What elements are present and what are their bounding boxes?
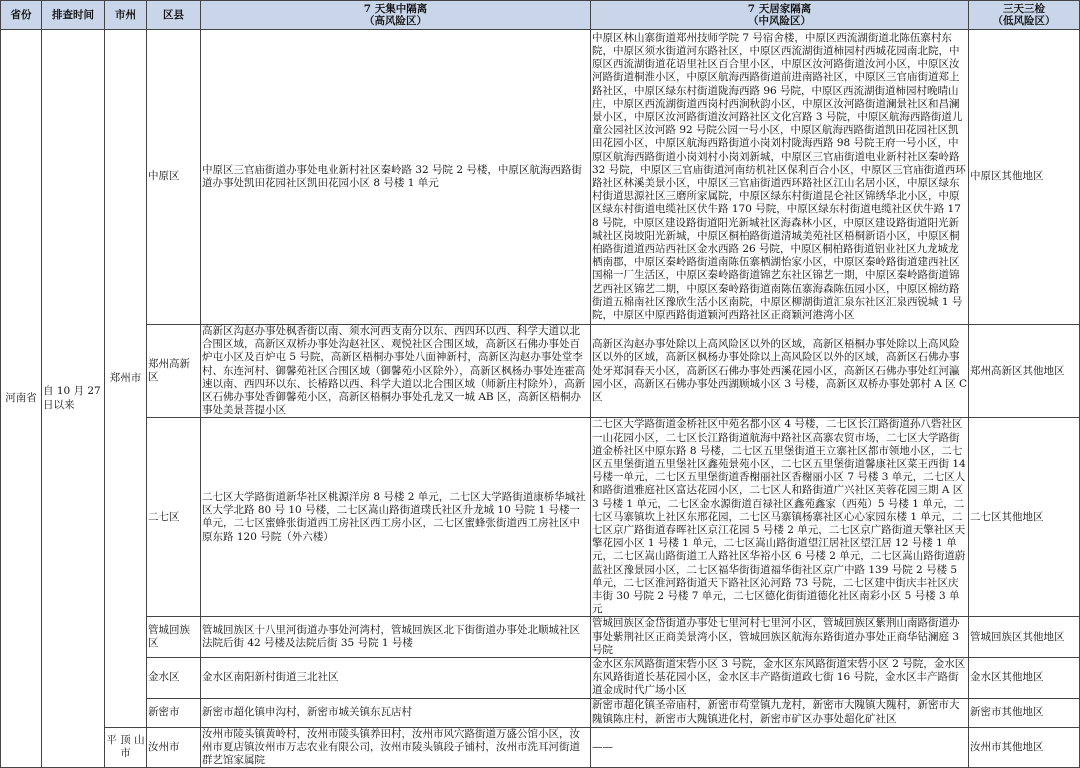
low-risk-cell: 中原区其他地区 [969,30,1080,325]
district-cell: 中原区 [147,30,201,325]
low-risk-cell: 汝州市其他地区 [969,727,1080,768]
city-cell-zhengzhou: 郑州市 [105,30,147,728]
district-cell: 管城回族区 [147,617,201,658]
high-risk-cell: 新密市超化镇申沟村，新密市城关镇东瓦店村 [201,698,591,727]
mid-risk-cell: 高新区沟赵办事处除以上高风险区以外的区域，高新区梧桐办事处除以上高风险区以外的区域，高新区枫杨办事处除以上高风险区以外的区域，高新区石佛办事处牙郑洞春天小区，高新区石佛办事处西溪花园小区，高新区石佛办事处红河瀛园小区，高新区石佛办事处西湖顾城小区 3 号楼，高新区双桥办事处郭村 A 区 C 区 [591,325,969,418]
high-risk-cell: 二七区大学路街道新华社区桃源洋房 8 号楼 2 单元，二七区大学路街道康桥华城社区大学北路 80 号 10 号楼，二七区嵩山路街道璞氏社区升龙城 10 号院 1 号楼一单元，二七区蜜蜂张街道西工房社区西工房小区，二七区蜜蜂张街道西工房社区中原东路 120 号院（外六楼） [201,418,591,617]
low-risk-cell: 管城回族区其他地区 [969,617,1080,658]
header-high-risk-subtitle: （高风险区） [364,15,427,27]
mid-risk-cell: 金水区东风路街道宋砦小区 3 号院，金水区东风路街道宋砦小区 2 号院，金水区东风路街道长基花园小区，金水区丰产路街道政七街 16 号院，金水区丰产路街道金成时代广场小区 [591,658,969,699]
mid-risk-cell: 新密市超化镇圣帝庙村，新密市苟堂镇九龙村，新密市大隗镇大隗村，新密市大隗镇陈庄村，新密市大隗镇进化村，新密市矿区办事处超化矿社区 [591,698,969,727]
table-row [1,698,1080,727]
header-row [1,1,1080,30]
header-mid-risk-title: 7 天居家隔离 [747,3,812,15]
high-risk-cell: 中原区三官庙街道办事处电业新村社区秦岭路 32 号院 2 号楼，中原区航海西路街道办事处凯田花园社区凯田花园小区 8 号楼 1 单元 [201,30,591,325]
header-mid-risk [591,1,969,30]
header-province: 省份 [1,1,42,30]
district-cell: 汝州市 [147,727,201,768]
header-high-risk [201,1,591,30]
mid-risk-cell: 管城回族区金岱街道办事处七里河村七里河小区，管城回族区紫荆山南路街道办事处紫荆社区正商美景湾小区，管城回族区航海东路街道办事处正商华钻澜庭 3 号院 [591,617,969,658]
district-cell: 郑州高新区 [147,325,201,418]
header-low-risk [969,1,1080,30]
table-row [1,418,1080,617]
high-risk-cell: 高新区沟赵办事处枫香街以南、须水河西支南分以东、西四环以西、科学大道以北合围区域，高新区双桥办事处沟赵社区、观悦社区合围区域，高新区石佛办事处百炉屯小区及百炉屯 5 号院，高新区梧桐办事处八面神新村，高新区沟赵办事处堂李村、东连河村、御馨苑社区合围区域（御馨苑小区除外），高新区枫杨办事处连霍高速以南、西四环以东、长椿路以西、科学大道以北合围区域（师新庄村除外），高新区石佛办事处香御馨苑小区，高新区梧桐办事处孔龙又一城 AB 区，高新区梧桐办事处美景菩提小区 [201,325,591,418]
header-mid-risk-subtitle: （中风险区） [748,15,811,27]
mid-risk-cell: 中原区林山寨街道郑州技师学院 7 号宿舍楼，中原区西流湖街道北陈伍寨村东院，中原区须水街道河东路社区，中原区西流湖街道柿园村西城花园南北院，中原区西流湖街道花语里社区百合里小区，中原区汝河路街道汝河小区，中原区汝河路街道桐淮小区，中原区航海西路街道前进南路社区，中原区三官庙街道郑上路社区，中原区绿东村街道陇海西路 96 号院，中原区西流湖街道柿园村晚晴山庄，中原区西流湖街道西岗村西涧秋韵小区，中原区汝河路街道澜景社区和昌澜景小区，中原区汝河路街道汝河路社区文化宫路 3 号院，中原区航海西路街道儿童公园社区汝河路 92 号院公园一号小区，中原区航海西路街道凯田花园社区凯田花园小区，中原区航海西路街道小岗刘村陇海西路 98 号院王府一号小区，中原区航海西路街道小岗刘村小岗刘新城，中原区三官庙街道电业新村社区秦岭路 32 号院，中原区三官庙街道河南纺机社区保利百合小区，中原区三官庙街道西环路社区林溪美景小区，中原区三官庙街道西环路社区江山名居小区，中原区绿东村街道思源社区三磨所家属院，中原区绿东村街道昆仑社区锦绣华北小区，中原区绿东村街道电缆社区伏牛路 170 号院，中原区绿东村街道电缆社区伏牛路 178 号院，中原区建设路街道阳光新城社区海森林小区，中原区建设路街道阳光新城社区岗坡阳光新城，中原区桐柏路街道清城美苑社区梧桐新语小区，中原区桐柏路街道道西站西社区金水西路 26 号院，中原区桐柏路街道铝业社区九龙城龙栖南郡，中原区秦岭路街道南陈伍寨栖湖怡家小区，中原区秦岭路街道建西社区国棉一厂生活区，中原区秦岭路街道锦艺东社区锦艺一期，中原区秦岭路街道锦艺西社区锦艺二期，中原区秦岭路街道南陈伍寨海森陈伍园小区，中原区棉纺路街道五棉南社区豫欣生活小区南院，中原区柳湖街道汇泉东社区汇泉西锐城 1 号院，中原区中原西路街道颖河西路社区正商颖河港湾小区 [591,30,969,325]
low-risk-cell: 金水区其他地区 [969,658,1080,699]
header-city: 市州 [105,1,147,30]
city-cell-pingdingshan: 平 顶 山 市 [105,727,147,768]
low-risk-cell: 二七区其他地区 [969,418,1080,617]
table-row [1,727,1080,768]
table-row [1,30,1080,325]
header-high-risk-title: 7 天集中隔离 [363,3,428,15]
high-risk-cell: 汝州市陵头镇黄岭村，汝州市陵头镇养田村，汝州市风穴路街道万盛公馆小区，汝州市夏店镇汝州市万志农业有限公司，汝州市陵头镇段子铺村，汝州市洗耳河街道群艺馆家属院 [201,727,591,768]
high-risk-cell: 管城回族区十八里河街道办事处河湾村，管城回族区北下街街道办事处北顺城社区法院后街 42 号楼及法院后街 35 号院 1 号楼 [201,617,591,658]
table-row [1,658,1080,699]
header-district: 区县 [147,1,201,30]
low-risk-cell: 新密市其他地区 [969,698,1080,727]
mid-risk-cell: 二七区大学路街道金桥社区中苑名都小区 4 号楼，二七区长江路街道孙八砦社区一山花园小区，二七区长江路街道航海中路社区高寨农贸市场，二七区大学路街道金桥社区中原东路 8 号楼，二七区五里堡街道王立寨社区都市领地小区，二七区五里堡街道五里堡社区鑫苑景苑小区，二七区五里堡街道馨康社区菜王西街 14 号楼一单元，二七区五里堡街道香榭丽社区香榭丽小区 7 号楼 3 单元，二七区人和路街道雅庭社区富达花园小区，二七区人和路街道广兴社区芙蓉花园三期 A 区 3 号楼 1 单元，二七区金水源街道百禄社区鑫苑鑫家（西苑）5 号楼 1 单元，二七区马寨镇坎上社区东邢花园，二七区马寨镇杨寨社区心心家园东楼 1 单元，二七区京广路街道春晖社区京江花园 5 号楼 2 单元，二七区京广路街道天擎社区天擎花园小区 1 号楼 1 单元，二七区嵩山路街道望江居社区望江居 12 号楼 1 单元，二七区嵩山路街道工人路社区华裕小区 6 号楼 2 单元，二七区嵩山路街道蔚蓝社区豫景园小区，二七区福华街街道福华街社区京广中路 139 号院 2 号楼 5 单元，二七区淮河路街道天下路社区沁河路 73 号院，二七区建中街庆丰社区庆丰街 30 号院 2 号楼 7 单元，二七区德化街街道德化社区南彩小区 5 号楼 3 单元 [591,418,969,617]
low-risk-cell: 郑州高新区其他地区 [969,325,1080,418]
high-risk-cell: 金水区南阳新村街道三北社区 [201,658,591,699]
district-cell: 二七区 [147,418,201,617]
time-cell: 自 10 月 27 日以来 [42,30,105,768]
province-cell: 河南省 [1,30,42,768]
district-cell: 新密市 [147,698,201,727]
header-low-risk-title: 三天三检 [1003,3,1045,15]
district-cell: 金水区 [147,658,201,699]
table-row [1,617,1080,658]
header-time: 排查时间 [42,1,105,30]
table-row [1,325,1080,418]
mid-risk-cell: —— [591,727,969,768]
header-low-risk-subtitle: （低风险区） [992,15,1056,27]
